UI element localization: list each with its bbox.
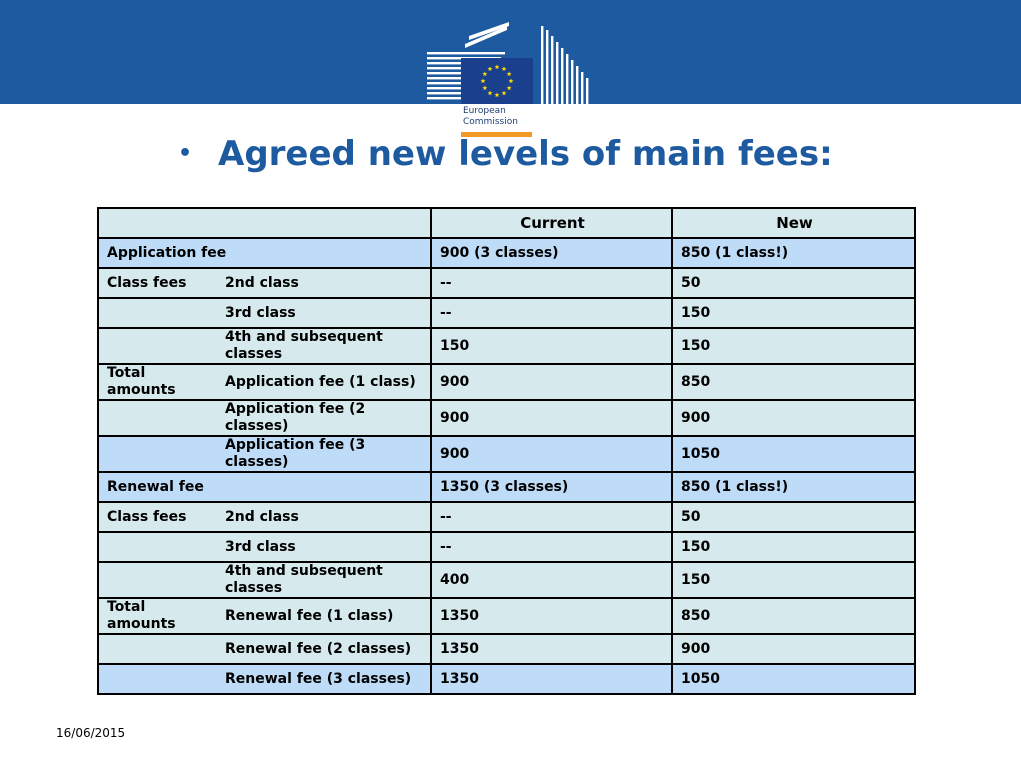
- logo-text-commission: Commission: [463, 117, 518, 127]
- cell-current: 1350: [431, 598, 672, 634]
- cell-current: 900: [431, 400, 672, 436]
- cell-new: 50: [672, 268, 915, 298]
- cell-new: 50: [672, 502, 915, 532]
- row-sublabel: Renewal fee (3 classes): [219, 664, 431, 694]
- row-label: [98, 436, 219, 472]
- title-bullet: •: [178, 141, 193, 166]
- cell-current: 150: [431, 328, 672, 364]
- header-current: Current: [431, 208, 672, 238]
- table-row: [98, 400, 915, 436]
- table-row: [98, 364, 915, 400]
- table-row: [98, 436, 915, 472]
- cell-new: 850 (1 class!): [672, 472, 915, 502]
- row-label: Class fees: [98, 502, 219, 532]
- row-label: [98, 664, 219, 694]
- cell-current: 1350: [431, 664, 672, 694]
- cell-current: --: [431, 502, 672, 532]
- cell-new: 900: [672, 634, 915, 664]
- cell-current: --: [431, 532, 672, 562]
- cell-new: 150: [672, 328, 915, 364]
- row-sublabel: Application fee (3 classes): [219, 436, 431, 472]
- row-label: [98, 634, 219, 664]
- cell-new: 850: [672, 598, 915, 634]
- table-row: [98, 298, 915, 328]
- row-label: [98, 532, 219, 562]
- row-sublabel: 4th and subsequent classes: [219, 562, 431, 598]
- row-sublabel: 3rd class: [219, 532, 431, 562]
- fees-table: [97, 207, 916, 695]
- table-row: [98, 634, 915, 664]
- cell-new: 150: [672, 298, 915, 328]
- eu-flag-icon: [461, 58, 533, 104]
- cell-current: 1350 (3 classes): [431, 472, 672, 502]
- cell-new: 150: [672, 562, 915, 598]
- row-sublabel: Application fee (1 class): [219, 364, 431, 400]
- row-label: Application fee: [98, 238, 431, 268]
- footer-date: 16/06/2015: [56, 726, 126, 740]
- row-label: Total amounts: [98, 364, 219, 400]
- row-sublabel: Application fee (2 classes): [219, 400, 431, 436]
- cell-current: 900: [431, 364, 672, 400]
- table-row: [98, 562, 915, 598]
- table-row: [98, 502, 915, 532]
- slide-title: [178, 132, 833, 176]
- cell-current: --: [431, 298, 672, 328]
- cell-current: 400: [431, 562, 672, 598]
- row-sublabel: 2nd class: [219, 268, 431, 298]
- row-label: Renewal fee: [98, 472, 431, 502]
- cell-current: 1350: [431, 634, 672, 664]
- table-header-row: [98, 208, 915, 238]
- european-commission-logo: [425, 22, 595, 138]
- header-blank-cell: [98, 208, 431, 238]
- cell-current: --: [431, 268, 672, 298]
- cell-new: 900: [672, 400, 915, 436]
- cell-current: 900: [431, 436, 672, 472]
- row-label: [98, 562, 219, 598]
- title-text: Agreed new levels of main fees:: [218, 134, 833, 174]
- table-row: [98, 328, 915, 364]
- row-label: [98, 328, 219, 364]
- row-sublabel: Renewal fee (1 class): [219, 598, 431, 634]
- cell-current: 900 (3 classes): [431, 238, 672, 268]
- row-sublabel: 3rd class: [219, 298, 431, 328]
- row-label: Class fees: [98, 268, 219, 298]
- row-sublabel: 4th and subsequent classes: [219, 328, 431, 364]
- row-sublabel: Renewal fee (2 classes): [219, 634, 431, 664]
- table-row: [98, 664, 915, 694]
- logo-text-european: European: [463, 106, 506, 116]
- cell-new: 1050: [672, 436, 915, 472]
- cell-new: 850 (1 class!): [672, 238, 915, 268]
- table-row: [98, 472, 915, 502]
- table-row: [98, 238, 915, 268]
- table-row: [98, 532, 915, 562]
- table-row: [98, 268, 915, 298]
- row-label: Total amounts: [98, 598, 219, 634]
- row-label: [98, 298, 219, 328]
- cell-new: 1050: [672, 664, 915, 694]
- row-label: [98, 400, 219, 436]
- cell-new: 850: [672, 364, 915, 400]
- cell-new: 150: [672, 532, 915, 562]
- table-row: [98, 598, 915, 634]
- row-sublabel: 2nd class: [219, 502, 431, 532]
- header-new: New: [672, 208, 915, 238]
- logo-wordmark: [463, 106, 553, 128]
